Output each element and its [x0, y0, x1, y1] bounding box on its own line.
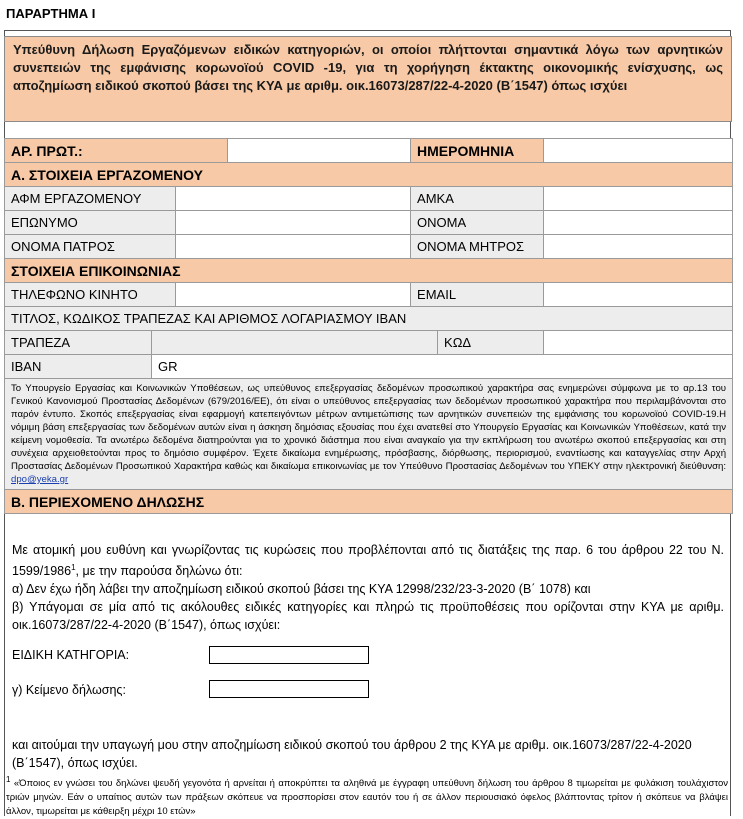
bank-section-header: ΤΙΤΛΟΣ, ΚΩΔΙΚΟΣ ΤΡΑΠΕΖΑΣ ΚΑΙ ΑΡΙΘΜΟΣ ΛΟΓΑΡΙΑΣΜΟΥ IBAN: [5, 307, 733, 331]
surname-field[interactable]: [176, 211, 411, 235]
father-name-label: ΟΝΟΜΑ ΠΑΤΡΟΣ: [5, 235, 176, 259]
name-field[interactable]: [544, 211, 733, 235]
declaration-text-label: γ) Κείμενο δήλωσης:: [12, 683, 126, 697]
dpo-email-link[interactable]: dpo@yeka.gr: [11, 474, 69, 485]
section-a-title: Α. ΣΤΟΙΧΕΙΑ ΕΡΓΑΖΟΜΕΝΟΥ: [5, 163, 733, 187]
category-field[interactable]: [209, 646, 369, 664]
privacy-notice: [5, 379, 733, 490]
footnote-marker: 1: [71, 563, 76, 572]
date-label: ΗΜΕΡΟΜΗΝΙΑ: [411, 139, 544, 163]
document-heading: Υπεύθυνη Δήλωση Εργαζόμενων ειδικών κατηγοριών, οι οποίοι πλήττονται σημαντικά λόγω των αρνητικών συνεπειών της εμφάνισης κορωνοϊού COVID -19, για τη χορήγηση έκτακτης οικονομικής ενίσχυσης, ως αποζημίωση ειδικού σκοπού βάσει της ΚΥΑ με αριθμ. οικ.16073/287/22-4-2020 (Β΄1547) όπως ισχύει: [4, 36, 732, 122]
email-label: EMAIL: [411, 283, 544, 307]
footnote-number: 1: [6, 775, 11, 784]
bank-code-field[interactable]: [544, 331, 733, 355]
iban-field[interactable]: [152, 355, 733, 379]
declaration-body: [4, 541, 732, 634]
iban-prefix: GR: [158, 359, 178, 374]
mother-name-label: ΟΝΟΜΑ ΜΗΤΡΟΣ: [411, 235, 544, 259]
section-b-title: Β. ΠΕΡΙΕΧΟΜΕΝΟ ΔΗΛΩΣΗΣ: [5, 490, 733, 514]
footnote: [6, 773, 728, 819]
amka-label: ΑΜΚΑ: [411, 187, 544, 211]
declaration-text-field[interactable]: [209, 680, 369, 698]
bank-label: ΤΡΑΠΕΖΑ: [5, 331, 152, 355]
intro-text-end: , με την παρούσα δηλώνω ότι:: [75, 564, 243, 579]
bank-field[interactable]: [152, 331, 438, 355]
annex-title: ΠΑΡΑΡΤΗΜΑ Ι: [6, 6, 96, 21]
declaration-intro: [12, 541, 724, 580]
afm-label: ΑΦΜ ΕΡΓΑΖΟΜΕΝΟΥ: [5, 187, 176, 211]
date-field[interactable]: [544, 139, 733, 163]
phone-field[interactable]: [176, 283, 411, 307]
application-form: [4, 138, 733, 514]
protocol-label: ΑΡ. ΠΡΩΤ.:: [5, 139, 228, 163]
phone-label: ΤΗΛΕΦΩΝΟ ΚΙΝΗΤΟ: [5, 283, 176, 307]
mother-name-field[interactable]: [544, 235, 733, 259]
declaration-closing: και αιτούμαι την υπαγωγή μου στην αποζημίωση ειδικού σκοπού του άρθρου 2 της ΚΥΑ με αριθμ. οικ.16073/287/22-4-2020 (Β΄1547), όπως ισχύει.: [12, 738, 692, 770]
declaration-point-b: β) Υπάγομαι σε μία από τις ακόλουθες ειδικές κατηγορίες και πληρώ τις προϋποθέσεις που ορίζονται στην ΚΥΑ με αριθμ. οικ.16073/287/22-4-2020 (Β΄1547), όπως ισχύει:: [12, 600, 724, 633]
protocol-field[interactable]: [228, 139, 411, 163]
contact-section-title: ΣΤΟΙΧΕΙΑ ΕΠΙΚΟΙΝΩΝΙΑΣ: [5, 259, 733, 283]
father-name-field[interactable]: [176, 235, 411, 259]
intro-text: Με ατομική μου ευθύνη και γνωρίζοντας τις κυρώσεις που προβλέπονται από τις διατάξεις της παρ. 6 του άρθρου 22 του Ν. 1599/1986: [12, 543, 724, 579]
name-label: ΟΝΟΜΑ: [411, 211, 544, 235]
bank-code-label: ΚΩΔ: [438, 331, 544, 355]
category-label: ΕΙΔΙΚΗ ΚΑΤΗΓΟΡΙΑ:: [12, 648, 130, 662]
iban-label: IBAN: [5, 355, 152, 379]
amka-field[interactable]: [544, 187, 733, 211]
afm-field[interactable]: [176, 187, 411, 211]
declaration-point-a: α) Δεν έχω ήδη λάβει την αποζημίωση ειδικού σκοπού βάσει της ΚΥΑ 12998/232/23-3-2020 (Β΄ 1078) και: [12, 582, 591, 597]
email-field[interactable]: [544, 283, 733, 307]
privacy-notice-text: Το Υπουργείο Εργασίας και Κοινωνικών Υποθέσεων, ως υπεύθυνος επεξεργασίας δεδομένων προσωπικού χαρακτήρα σας ενημερώνει σύμφωνα με το αρ.13 του Γενικού Κανονισμού Προστασίας Δεδομένων (679/2016/ΕΕ), ότι είναι ο υπεύθυνος επεξεργασίας των δεδομένων προσωπικού χαρακτήρα που περιλαμβάνονται στο παρόν έντυπο. Σκοπός επεξεργασίας είναι εφαρμογή κατεπειγόντων μέτρων αντιμετώπισης των αρνητικών συνεπειών της εμφάνισης του κορωνοϊού COVID-19.Η νόμιμη βάση επεξεργασίας των δεδομένων αυτών είναι η άσκηση δημόσιας εξουσίας που έχει ανατεθεί στο Υπουργείο Εργασίας και Κοινωνικών Υποθέσεων, κατά την κείμενη νομοθεσία. Τα ανωτέρω δεδομένα διατηρούνται για το χρονικό διάστημα που είναι αναγκαίο για την εκπλήρωση του ανωτέρω σκοπού επεξεργασίας και στη συνέχεια αρχειοθετούνται προς το δημόσιο συμφέρον. Έχετε δικαίωμα ενημέρωσης, πρόσβασης, διόρθωσης, περιορισμού, εναντίωσης και καταγγελίας στην Αρχή Προστασίας Δεδομένων Προσωπικού Χαρακτήρα καθώς και δικαίωμα επικοινωνίας με τον Υπεύθυνο Προστασίας Δεδομένων του ΥΠΕΚΥ στην ηλεκτρονική διεύθυνση:: [11, 383, 727, 472]
surname-label: ΕΠΩΝΥΜΟ: [5, 211, 176, 235]
footnote-text: «Όποιος εν γνώσει του δηλώνει ψευδή γεγονότα ή αρνείται ή αποκρύπτει τα αληθινά με έγγραφη υπεύθυνη δήλωση του άρθρου 8 τιμωρείται με φυλάκιση τουλάχιστον τριών μηνών. Εάν ο υπαίτιος αυτών των πράξεων σκόπευε να προσπορίσει στον εαυτόν του ή σε άλλον περιουσιακό όφελος βλάπτοντας τρίτον ή σκόπευε να βλάψει άλλον, τιμωρείται με κάθειρξη μέχρι 10 ετών»: [6, 778, 728, 818]
